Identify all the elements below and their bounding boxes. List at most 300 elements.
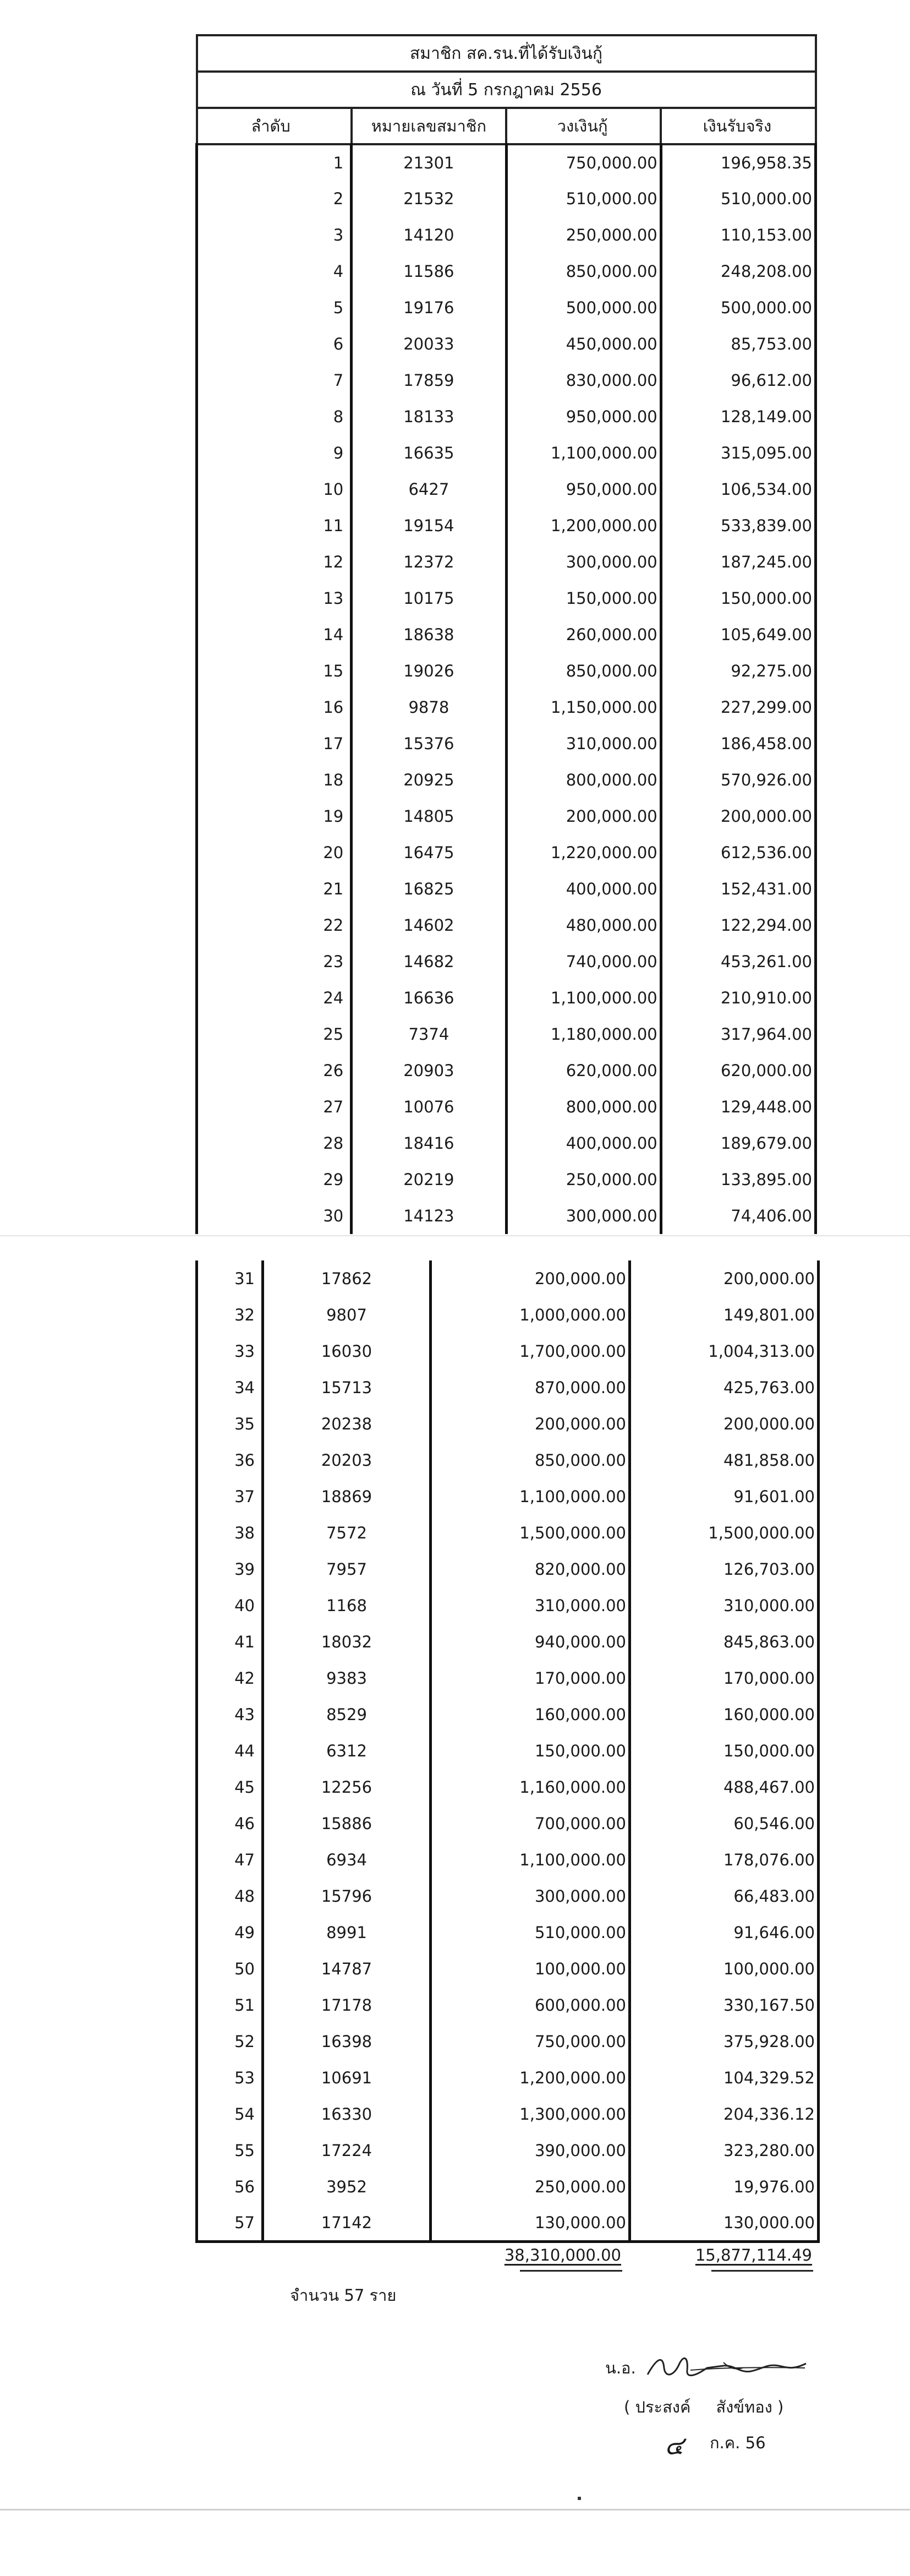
col-header-loan: วงเงินกู้ <box>506 108 661 144</box>
row-received-amount: 189,679.00 <box>661 1125 815 1161</box>
row-loan-amount: 160,000.00 <box>431 1696 630 1733</box>
row-member-id: 18416 <box>352 1125 506 1161</box>
row-no: 43 <box>197 1696 263 1733</box>
row-loan-amount: 600,000.00 <box>431 1987 630 2023</box>
table-row <box>197 399 816 435</box>
row-loan-amount: 750,000.00 <box>431 2023 630 2060</box>
row-received-amount: 150,000.00 <box>630 1733 819 1769</box>
row-member-id: 6934 <box>263 1842 431 1878</box>
row-loan-amount: 200,000.00 <box>431 1406 630 1442</box>
row-no: 22 <box>197 907 352 943</box>
table-row <box>197 290 816 326</box>
row-loan-amount: 250,000.00 <box>506 1161 661 1198</box>
row-member-id: 7572 <box>263 1515 431 1551</box>
row-received-amount: 200,000.00 <box>630 1260 819 1297</box>
row-no: 53 <box>197 2060 263 2096</box>
row-no: 21 <box>197 871 352 907</box>
row-loan-amount: 800,000.00 <box>506 1089 661 1125</box>
row-no: 32 <box>197 1297 263 1333</box>
page-gap <box>0 1235 910 1260</box>
row-member-id: 6312 <box>263 1733 431 1769</box>
row-loan-amount: 500,000.00 <box>506 290 661 326</box>
row-no: 44 <box>197 1733 263 1769</box>
row-no: 55 <box>197 2132 263 2169</box>
row-loan-amount: 1,160,000.00 <box>431 1769 630 1805</box>
row-received-amount: 129,448.00 <box>661 1089 815 1125</box>
row-received-amount: 19,976.00 <box>630 2169 819 2205</box>
row-received-amount: 160,000.00 <box>630 1696 819 1733</box>
row-received-amount: 200,000.00 <box>661 798 815 834</box>
row-no: 10 <box>197 471 352 507</box>
row-loan-amount: 1,100,000.00 <box>506 435 661 471</box>
row-member-id: 17142 <box>263 2205 431 2241</box>
row-member-id: 21301 <box>352 144 506 181</box>
row-no: 31 <box>197 1260 263 1297</box>
row-member-id: 15796 <box>263 1878 431 1914</box>
loan-table-top <box>195 34 817 1234</box>
row-member-id: 18638 <box>352 616 506 653</box>
row-received-amount: 510,000.00 <box>661 181 815 217</box>
table-row <box>197 762 816 798</box>
table-row <box>197 507 816 544</box>
row-received-amount: 533,839.00 <box>661 507 815 544</box>
row-loan-amount: 820,000.00 <box>431 1551 630 1587</box>
table-row <box>197 1587 819 1624</box>
table-row <box>197 1951 819 1987</box>
row-member-id: 12256 <box>263 1769 431 1805</box>
row-loan-amount: 1,000,000.00 <box>431 1297 630 1333</box>
col-header-no: ลำดับ <box>197 108 352 144</box>
row-no: 42 <box>197 1660 263 1696</box>
row-member-id: 15713 <box>263 1369 431 1406</box>
row-loan-amount: 400,000.00 <box>506 871 661 907</box>
row-no: 9 <box>197 435 352 471</box>
row-loan-amount: 1,200,000.00 <box>431 2060 630 2096</box>
row-member-id: 15376 <box>352 725 506 762</box>
row-no: 23 <box>197 943 352 980</box>
row-no: 35 <box>197 1406 263 1442</box>
row-received-amount: 481,858.00 <box>630 1442 819 1478</box>
row-member-id: 17178 <box>263 1987 431 2023</box>
row-no: 27 <box>197 1089 352 1125</box>
table-row <box>197 2169 819 2205</box>
signer-rank: น.อ. <box>605 2359 636 2377</box>
row-member-id: 16030 <box>263 1333 431 1369</box>
row-loan-amount: 170,000.00 <box>431 1660 630 1696</box>
row-received-amount: 227,299.00 <box>661 689 815 725</box>
row-member-id: 18133 <box>352 399 506 435</box>
row-received-amount: 106,534.00 <box>661 471 815 507</box>
sign-date: ก.ค. 56 <box>710 2433 766 2452</box>
row-member-id: 3952 <box>263 2169 431 2205</box>
signer-name: ( ประสงค์ สังข์ทอง ) <box>624 2398 784 2416</box>
row-received-amount: 375,928.00 <box>630 2023 819 2060</box>
table-date: ณ วันที่ 5 กรกฎาคม 2556 <box>197 72 816 108</box>
row-member-id: 14805 <box>352 798 506 834</box>
row-loan-amount: 1,220,000.00 <box>506 834 661 871</box>
row-loan-amount: 750,000.00 <box>506 144 661 181</box>
page-bottom-rule <box>0 2509 910 2510</box>
row-loan-amount: 200,000.00 <box>506 798 661 834</box>
row-no: 8 <box>197 399 352 435</box>
row-no: 41 <box>197 1624 263 1660</box>
row-received-amount: 130,000.00 <box>630 2205 819 2241</box>
row-no: 34 <box>197 1369 263 1406</box>
row-no: 25 <box>197 1016 352 1052</box>
row-received-amount: 1,500,000.00 <box>630 1515 819 1551</box>
row-loan-amount: 150,000.00 <box>506 580 661 616</box>
row-no: 15 <box>197 653 352 689</box>
row-received-amount: 91,646.00 <box>630 1914 819 1951</box>
table-row <box>197 1406 819 1442</box>
row-received-amount: 133,895.00 <box>661 1161 815 1198</box>
table-row <box>197 471 816 507</box>
row-loan-amount: 450,000.00 <box>506 326 661 362</box>
row-loan-amount: 830,000.00 <box>506 362 661 399</box>
row-received-amount: 310,000.00 <box>630 1587 819 1624</box>
row-no: 48 <box>197 1878 263 1914</box>
row-received-amount: 110,153.00 <box>661 217 815 253</box>
row-loan-amount: 850,000.00 <box>431 1442 630 1478</box>
row-loan-amount: 150,000.00 <box>431 1733 630 1769</box>
table-row <box>197 1515 819 1551</box>
table-row <box>197 907 816 943</box>
row-loan-amount: 250,000.00 <box>431 2169 630 2205</box>
row-loan-amount: 310,000.00 <box>506 725 661 762</box>
row-member-id: 19176 <box>352 290 506 326</box>
row-received-amount: 66,483.00 <box>630 1878 819 1914</box>
row-no: 51 <box>197 1987 263 2023</box>
table-row <box>197 1260 819 1297</box>
row-member-id: 17224 <box>263 2132 431 2169</box>
table-row <box>197 1987 819 2023</box>
row-no: 36 <box>197 1442 263 1478</box>
row-loan-amount: 1,150,000.00 <box>506 689 661 725</box>
table-body-top <box>197 144 816 1234</box>
row-loan-amount: 300,000.00 <box>431 1878 630 1914</box>
table-row <box>197 253 816 290</box>
table-row <box>197 798 816 834</box>
table-row <box>197 144 816 181</box>
table-row <box>197 1660 819 1696</box>
row-received-amount: 845,863.00 <box>630 1624 819 1660</box>
table-row <box>197 1333 819 1369</box>
row-member-id: 7957 <box>263 1551 431 1587</box>
row-member-id: 14123 <box>352 1198 506 1234</box>
row-no: 24 <box>197 980 352 1016</box>
row-no: 12 <box>197 544 352 580</box>
table-row <box>197 1125 816 1161</box>
row-member-id: 14602 <box>352 907 506 943</box>
row-loan-amount: 480,000.00 <box>506 907 661 943</box>
row-received-amount: 91,601.00 <box>630 1478 819 1515</box>
double-underline-loan <box>520 2270 622 2272</box>
row-no: 4 <box>197 253 352 290</box>
row-received-amount: 186,458.00 <box>661 725 815 762</box>
row-member-id: 8991 <box>263 1914 431 1951</box>
row-no: 39 <box>197 1551 263 1587</box>
row-no: 6 <box>197 326 352 362</box>
table-row <box>197 1369 819 1406</box>
row-no: 37 <box>197 1478 263 1515</box>
table-row <box>197 1442 819 1478</box>
table-row <box>197 2023 819 2060</box>
row-no: 26 <box>197 1052 352 1089</box>
row-loan-amount: 620,000.00 <box>506 1052 661 1089</box>
row-received-amount: 178,076.00 <box>630 1842 819 1878</box>
table-row <box>197 980 816 1016</box>
row-no: 13 <box>197 580 352 616</box>
table-row <box>197 943 816 980</box>
gap-edge <box>0 1235 910 1236</box>
row-received-amount: 126,703.00 <box>630 1551 819 1587</box>
table-body-bottom <box>197 1260 819 2241</box>
row-no: 16 <box>197 689 352 725</box>
table-row <box>197 181 816 217</box>
table-row <box>197 362 816 399</box>
row-member-id: 7374 <box>352 1016 506 1052</box>
row-loan-amount: 700,000.00 <box>431 1805 630 1842</box>
table-row <box>197 834 816 871</box>
row-received-amount: 612,536.00 <box>661 834 815 871</box>
row-received-amount: 105,649.00 <box>661 616 815 653</box>
row-loan-amount: 510,000.00 <box>431 1914 630 1951</box>
row-no: 57 <box>197 2205 263 2241</box>
row-received-amount: 92,275.00 <box>661 653 815 689</box>
row-received-amount: 196,958.35 <box>661 144 815 181</box>
loan-table-bottom <box>195 1260 820 2243</box>
row-loan-amount: 1,100,000.00 <box>431 1842 630 1878</box>
table-row <box>197 1842 819 1878</box>
table-row <box>197 2060 819 2096</box>
row-member-id: 11586 <box>352 253 506 290</box>
row-no: 2 <box>197 181 352 217</box>
row-received-amount: 60,546.00 <box>630 1805 819 1842</box>
row-received-amount: 170,000.00 <box>630 1660 819 1696</box>
row-received-amount: 150,000.00 <box>661 580 815 616</box>
row-loan-amount: 870,000.00 <box>431 1369 630 1406</box>
table-row <box>197 1052 816 1089</box>
total-loan: 38,310,000.00 <box>504 2246 621 2264</box>
row-member-id: 20203 <box>263 1442 431 1478</box>
row-received-amount: 317,964.00 <box>661 1016 815 1052</box>
row-received-amount: 100,000.00 <box>630 1951 819 1987</box>
table-row <box>197 1624 819 1660</box>
row-no: 11 <box>197 507 352 544</box>
row-member-id: 21532 <box>352 181 506 217</box>
row-loan-amount: 1,300,000.00 <box>431 2096 630 2132</box>
row-member-id: 6427 <box>352 471 506 507</box>
row-loan-amount: 950,000.00 <box>506 471 661 507</box>
row-member-id: 14120 <box>352 217 506 253</box>
row-received-amount: 74,406.00 <box>661 1198 815 1234</box>
table-row <box>197 1198 816 1234</box>
row-received-amount: 323,280.00 <box>630 2132 819 2169</box>
row-received-amount: 96,612.00 <box>661 362 815 399</box>
table-row <box>197 689 816 725</box>
table-row <box>197 544 816 580</box>
row-loan-amount: 130,000.00 <box>431 2205 630 2241</box>
col-header-received: เงินรับจริง <box>661 108 815 144</box>
row-received-amount: 149,801.00 <box>630 1297 819 1333</box>
table-row <box>197 435 816 471</box>
table-row <box>197 1478 819 1515</box>
row-member-id: 16330 <box>263 2096 431 2132</box>
row-no: 47 <box>197 1842 263 1878</box>
row-received-amount: 210,910.00 <box>661 980 815 1016</box>
row-loan-amount: 310,000.00 <box>431 1587 630 1624</box>
row-loan-amount: 510,000.00 <box>506 181 661 217</box>
row-loan-amount: 300,000.00 <box>506 1198 661 1234</box>
row-no: 46 <box>197 1805 263 1842</box>
sign-date-day: ๔ <box>665 2431 684 2460</box>
table-row <box>197 1878 819 1914</box>
row-received-amount: 570,926.00 <box>661 762 815 798</box>
row-member-id: 14787 <box>263 1951 431 1987</box>
row-member-id: 16635 <box>352 435 506 471</box>
table-row <box>197 616 816 653</box>
table-row <box>197 326 816 362</box>
row-loan-amount: 1,200,000.00 <box>506 507 661 544</box>
row-no: 17 <box>197 725 352 762</box>
row-loan-amount: 390,000.00 <box>431 2132 630 2169</box>
row-member-id: 16475 <box>352 834 506 871</box>
row-no: 28 <box>197 1125 352 1161</box>
row-member-id: 9383 <box>263 1660 431 1696</box>
double-underline-received <box>711 2270 813 2272</box>
row-no: 38 <box>197 1515 263 1551</box>
row-received-amount: 500,000.00 <box>661 290 815 326</box>
row-loan-amount: 950,000.00 <box>506 399 661 435</box>
row-received-amount: 315,095.00 <box>661 435 815 471</box>
row-loan-amount: 400,000.00 <box>506 1125 661 1161</box>
table-title: สมาชิก สค.รน.ที่ได้รับเงินกู้ <box>197 35 816 72</box>
table-row <box>197 1769 819 1805</box>
row-no: 7 <box>197 362 352 399</box>
row-member-id: 8529 <box>263 1696 431 1733</box>
row-member-id: 1168 <box>263 1587 431 1624</box>
row-member-id: 17862 <box>263 1260 431 1297</box>
row-member-id: 16825 <box>352 871 506 907</box>
row-member-id: 14682 <box>352 943 506 980</box>
row-no: 45 <box>197 1769 263 1805</box>
row-loan-amount: 740,000.00 <box>506 943 661 980</box>
row-no: 3 <box>197 217 352 253</box>
table-row <box>197 217 816 253</box>
col-header-member: หมายเลขสมาชิก <box>352 108 506 144</box>
row-received-amount: 425,763.00 <box>630 1369 819 1406</box>
row-member-id: 20219 <box>352 1161 506 1198</box>
row-no: 29 <box>197 1161 352 1198</box>
row-no: 52 <box>197 2023 263 2060</box>
row-member-id: 17859 <box>352 362 506 399</box>
total-received: 15,877,114.49 <box>695 2246 812 2264</box>
row-no: 14 <box>197 616 352 653</box>
row-received-amount: 85,753.00 <box>661 326 815 362</box>
row-member-id: 10175 <box>352 580 506 616</box>
record-count: จำนวน 57 ราย <box>290 2286 397 2305</box>
row-loan-amount: 1,500,000.00 <box>431 1515 630 1551</box>
row-no: 19 <box>197 798 352 834</box>
table-row <box>197 871 816 907</box>
row-received-amount: 104,329.52 <box>630 2060 819 2096</box>
table-row <box>197 1297 819 1333</box>
signature-icon <box>641 2351 812 2384</box>
table-row <box>197 1733 819 1769</box>
table-row <box>197 1805 819 1842</box>
row-received-amount: 200,000.00 <box>630 1406 819 1442</box>
row-no: 56 <box>197 2169 263 2205</box>
row-loan-amount: 800,000.00 <box>506 762 661 798</box>
scan-speck <box>578 2497 581 2500</box>
row-no: 49 <box>197 1914 263 1951</box>
row-loan-amount: 850,000.00 <box>506 253 661 290</box>
row-member-id: 10076 <box>352 1089 506 1125</box>
row-received-amount: 620,000.00 <box>661 1052 815 1089</box>
row-loan-amount: 260,000.00 <box>506 616 661 653</box>
row-member-id: 15886 <box>263 1805 431 1842</box>
row-member-id: 16398 <box>263 2023 431 2060</box>
row-received-amount: 122,294.00 <box>661 907 815 943</box>
row-received-amount: 248,208.00 <box>661 253 815 290</box>
table-row <box>197 1696 819 1733</box>
row-no: 5 <box>197 290 352 326</box>
table-row <box>197 653 816 689</box>
row-member-id: 9878 <box>352 689 506 725</box>
row-loan-amount: 1,100,000.00 <box>506 980 661 1016</box>
row-member-id: 12372 <box>352 544 506 580</box>
row-member-id: 18869 <box>263 1478 431 1515</box>
row-received-amount: 330,167.50 <box>630 1987 819 2023</box>
table-row <box>197 1161 816 1198</box>
row-no: 33 <box>197 1333 263 1369</box>
table-row <box>197 1089 816 1125</box>
row-received-amount: 1,004,313.00 <box>630 1333 819 1369</box>
row-member-id: 20033 <box>352 326 506 362</box>
table-row <box>197 2205 819 2241</box>
row-loan-amount: 1,100,000.00 <box>431 1478 630 1515</box>
row-received-amount: 152,431.00 <box>661 871 815 907</box>
row-member-id: 20925 <box>352 762 506 798</box>
row-no: 50 <box>197 1951 263 1987</box>
table-row <box>197 1016 816 1052</box>
row-member-id: 19154 <box>352 507 506 544</box>
row-member-id: 20903 <box>352 1052 506 1089</box>
table-row <box>197 725 816 762</box>
row-no: 20 <box>197 834 352 871</box>
row-loan-amount: 1,180,000.00 <box>506 1016 661 1052</box>
row-no: 30 <box>197 1198 352 1234</box>
table-row <box>197 1551 819 1587</box>
row-member-id: 16636 <box>352 980 506 1016</box>
table-row <box>197 2096 819 2132</box>
row-received-amount: 128,149.00 <box>661 399 815 435</box>
table-row <box>197 580 816 616</box>
row-no: 54 <box>197 2096 263 2132</box>
row-member-id: 18032 <box>263 1624 431 1660</box>
row-no: 40 <box>197 1587 263 1624</box>
row-member-id: 19026 <box>352 653 506 689</box>
row-received-amount: 453,261.00 <box>661 943 815 980</box>
table-row <box>197 2132 819 2169</box>
table-row <box>197 1914 819 1951</box>
row-received-amount: 488,467.00 <box>630 1769 819 1805</box>
row-member-id: 20238 <box>263 1406 431 1442</box>
row-loan-amount: 250,000.00 <box>506 217 661 253</box>
row-member-id: 10691 <box>263 2060 431 2096</box>
row-loan-amount: 300,000.00 <box>506 544 661 580</box>
row-loan-amount: 850,000.00 <box>506 653 661 689</box>
